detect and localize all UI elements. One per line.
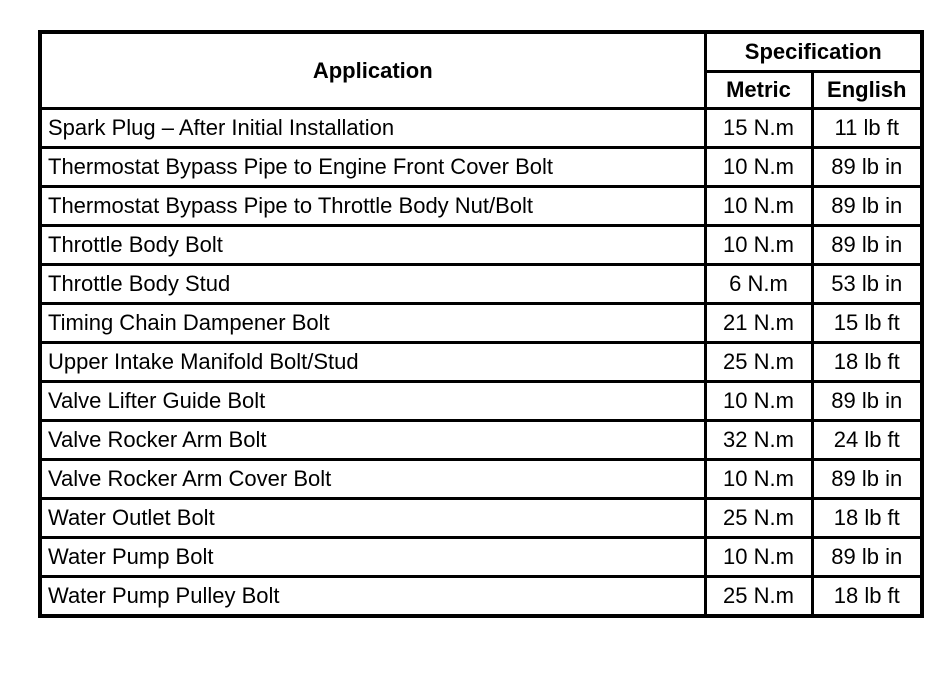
specification-header: Specification: [705, 32, 922, 72]
table-row: [40, 343, 922, 382]
english-cell: 89 lb in: [812, 538, 922, 577]
english-cell: 89 lb in: [812, 460, 922, 499]
application-cell: Valve Rocker Arm Bolt: [40, 421, 705, 460]
metric-header: Metric: [705, 72, 812, 109]
english-header: English: [812, 72, 922, 109]
metric-cell: 32 N.m: [705, 421, 812, 460]
table-row: [40, 460, 922, 499]
metric-cell: 10 N.m: [705, 226, 812, 265]
metric-cell: 25 N.m: [705, 499, 812, 538]
metric-cell: 15 N.m: [705, 109, 812, 148]
application-cell: Upper Intake Manifold Bolt/Stud: [40, 343, 705, 382]
table-row: [40, 265, 922, 304]
torque-specification-table: [38, 30, 924, 618]
english-cell: 89 lb in: [812, 382, 922, 421]
table-row: [40, 499, 922, 538]
table-row: [40, 304, 922, 343]
table-row: [40, 577, 922, 617]
application-cell: Throttle Body Stud: [40, 265, 705, 304]
metric-cell: 6 N.m: [705, 265, 812, 304]
application-cell: Water Pump Bolt: [40, 538, 705, 577]
table-row: [40, 538, 922, 577]
metric-cell: 10 N.m: [705, 460, 812, 499]
application-cell: Thermostat Bypass Pipe to Engine Front Cover Bolt: [40, 148, 705, 187]
english-cell: 18 lb ft: [812, 499, 922, 538]
english-cell: 18 lb ft: [812, 343, 922, 382]
table-row: [40, 226, 922, 265]
english-cell: 89 lb in: [812, 226, 922, 265]
english-cell: 18 lb ft: [812, 577, 922, 617]
metric-cell: 10 N.m: [705, 148, 812, 187]
application-cell: Thermostat Bypass Pipe to Throttle Body Nut/Bolt: [40, 187, 705, 226]
table-row: [40, 382, 922, 421]
english-cell: 24 lb ft: [812, 421, 922, 460]
english-cell: 89 lb in: [812, 148, 922, 187]
application-header: Application: [40, 32, 705, 109]
table-row: [40, 148, 922, 187]
table-row: [40, 187, 922, 226]
english-cell: 89 lb in: [812, 187, 922, 226]
application-cell: Valve Lifter Guide Bolt: [40, 382, 705, 421]
application-cell: Water Pump Pulley Bolt: [40, 577, 705, 617]
metric-cell: 10 N.m: [705, 187, 812, 226]
application-cell: Spark Plug – After Initial Installation: [40, 109, 705, 148]
metric-cell: 10 N.m: [705, 382, 812, 421]
application-cell: Valve Rocker Arm Cover Bolt: [40, 460, 705, 499]
metric-cell: 25 N.m: [705, 577, 812, 617]
metric-cell: 25 N.m: [705, 343, 812, 382]
metric-cell: 10 N.m: [705, 538, 812, 577]
header-row-top: [40, 32, 922, 72]
english-cell: 11 lb ft: [812, 109, 922, 148]
table-row: [40, 421, 922, 460]
table-body: [40, 109, 922, 617]
application-cell: Water Outlet Bolt: [40, 499, 705, 538]
table-row: [40, 109, 922, 148]
metric-cell: 21 N.m: [705, 304, 812, 343]
application-cell: Timing Chain Dampener Bolt: [40, 304, 705, 343]
english-cell: 15 lb ft: [812, 304, 922, 343]
application-cell: Throttle Body Bolt: [40, 226, 705, 265]
english-cell: 53 lb in: [812, 265, 922, 304]
